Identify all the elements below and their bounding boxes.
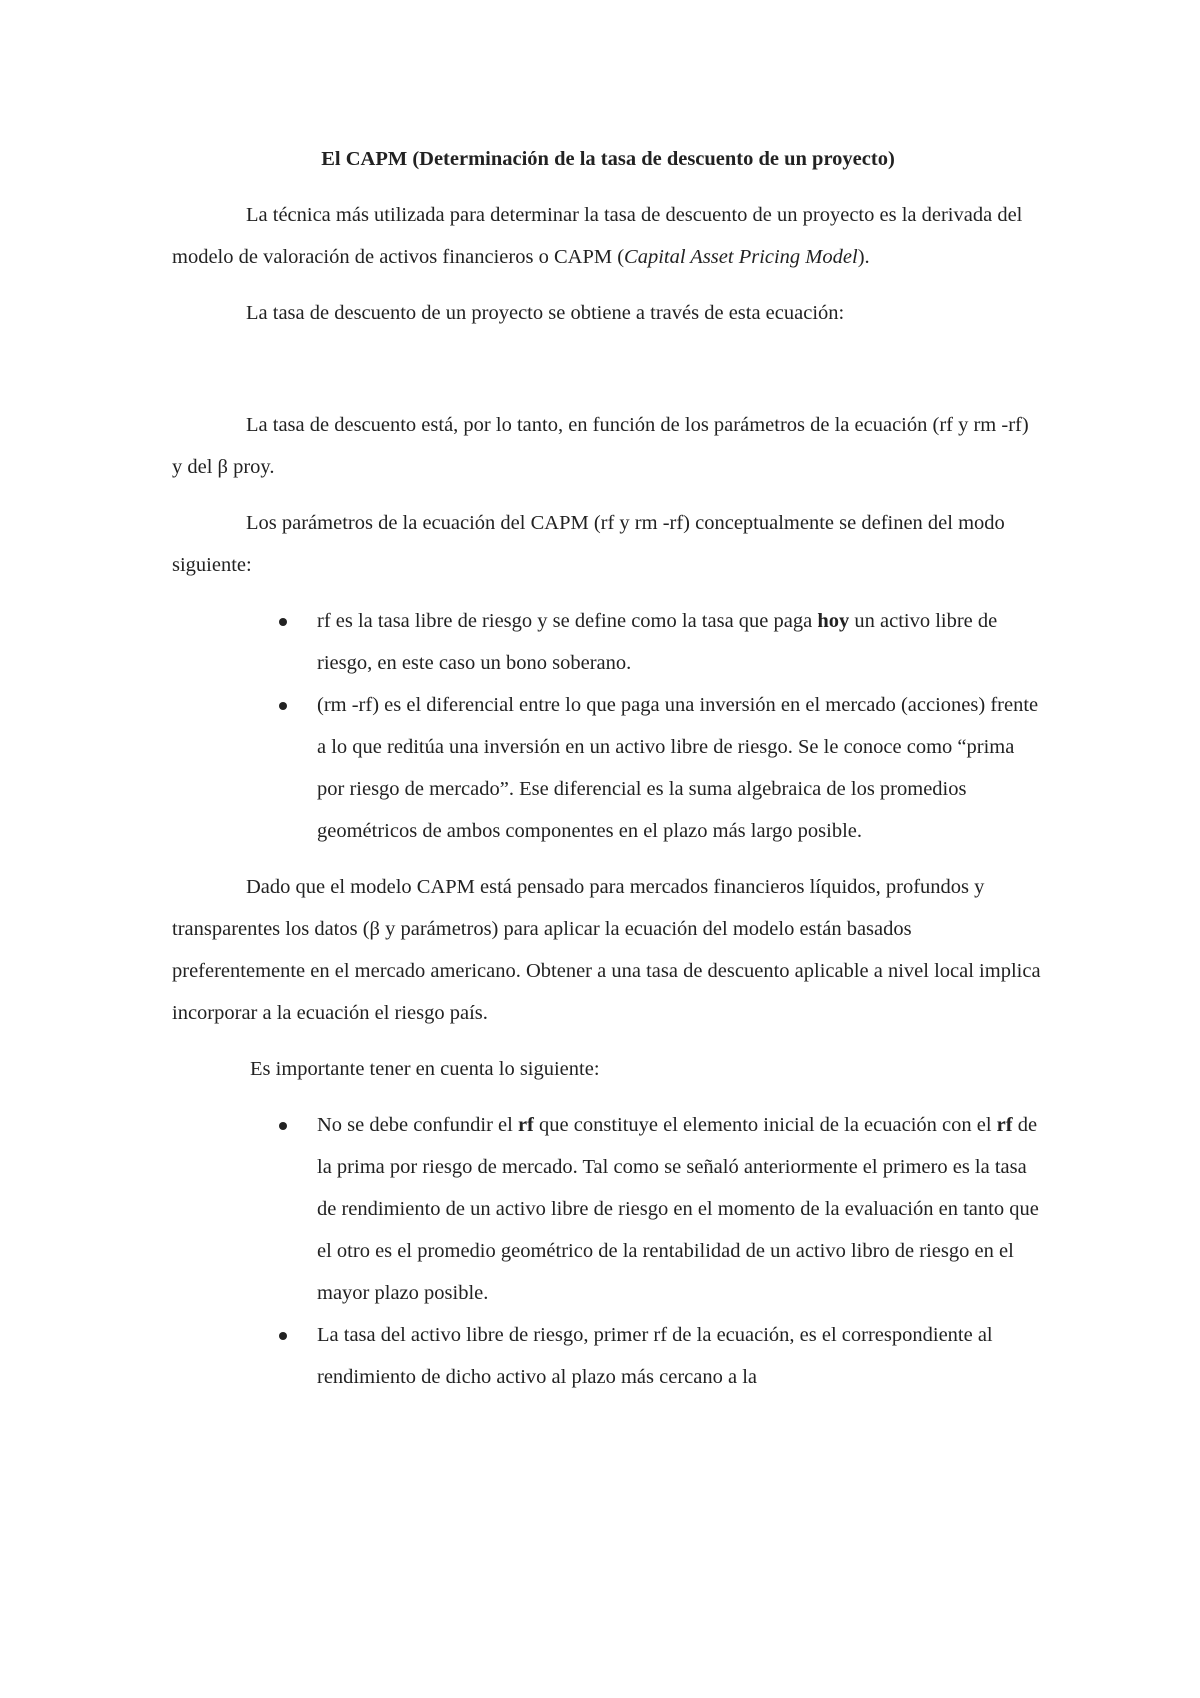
paragraph-important: Es importante tener en cuenta lo siguiente: [250,1058,600,1080]
parameters-list [172,600,1044,852]
list-item: No se debe confundir el rf que constituye el elemento inicial de la ecuación con el rf de la prima por riesgo de mercado. Tal como se señaló anteriormente el primero es la tasa de rendimiento de un activo libre de riesgo en el momento de la evaluación en tanto que el otro es el promedio geométrico de la rentabilidad de un activo libro de riesgo en el mayor plazo posible. [172,1104,1044,1314]
paragraph-parameters: Los parámetros de la ecuación del CAPM (rf y rm -rf) conceptualmente se definen del modo siguiente: [172,512,1005,576]
bullet-icon [279,702,287,710]
document-body [172,138,1044,1412]
bold-rf: rf [517,1114,534,1136]
list-item: rf es la tasa libre de riesgo y se define como la tasa que paga hoy un activo libre de riesgo, en este caso un bono soberano. [172,600,1044,684]
list-item: (rm -rf) es el diferencial entre lo que paga una inversión en el mercado (acciones) frente a lo que reditúa una inversión en un activo libre de riesgo. Se le conoce como “prima por riesgo de mercado”. Ese diferencial es la suma algebraica de los promedios geométricos de ambos componentes en el plazo más largo posible. [172,684,1044,852]
important-list [172,1104,1044,1398]
document-title: El CAPM (Determinación de la tasa de descuento de un proyecto) [321,148,895,170]
bullet-icon [279,1332,287,1340]
paragraph-intro-italic: Capital Asset Pricing Model [624,246,858,268]
bold-rf: rf [996,1114,1013,1136]
paragraph-equation-intro: La tasa de descuento de un proyecto se obtiene a través de esta ecuación: [246,302,845,324]
paragraph-intro-text-b: ). [857,246,870,268]
list-item: La tasa del activo libre de riesgo, primer rf de la ecuación, es el correspondiente al rendimiento de dicho activo al plazo más cercano a la [172,1314,1044,1398]
paragraph-capm-markets: Dado que el modelo CAPM está pensado para mercados financieros líquidos, profundos y transparentes los datos (β y parámetros) para aplicar la ecuación del modelo están basados preferentemente en el mercado americano. Obtener a una tasa de descuento aplicable a nivel local implica incorporar a la ecuación el riesgo país. [172,876,1041,1024]
equation-placeholder [172,348,1044,404]
paragraph-intro-text-a: La técnica más utilizada para determinar la tasa de descuento de un proyecto es la derivada del modelo de valoración de activos financieros o CAPM ( [172,204,1023,268]
bullet-icon [279,1122,287,1130]
bullet-icon [279,618,287,626]
bold-hoy: hoy [817,610,850,632]
paragraph-intro [172,194,1044,278]
paragraph-discount-rate: La tasa de descuento está, por lo tanto, en función de los parámetros de la ecuación (rf y rm -rf) y del β proy. [172,414,1029,478]
